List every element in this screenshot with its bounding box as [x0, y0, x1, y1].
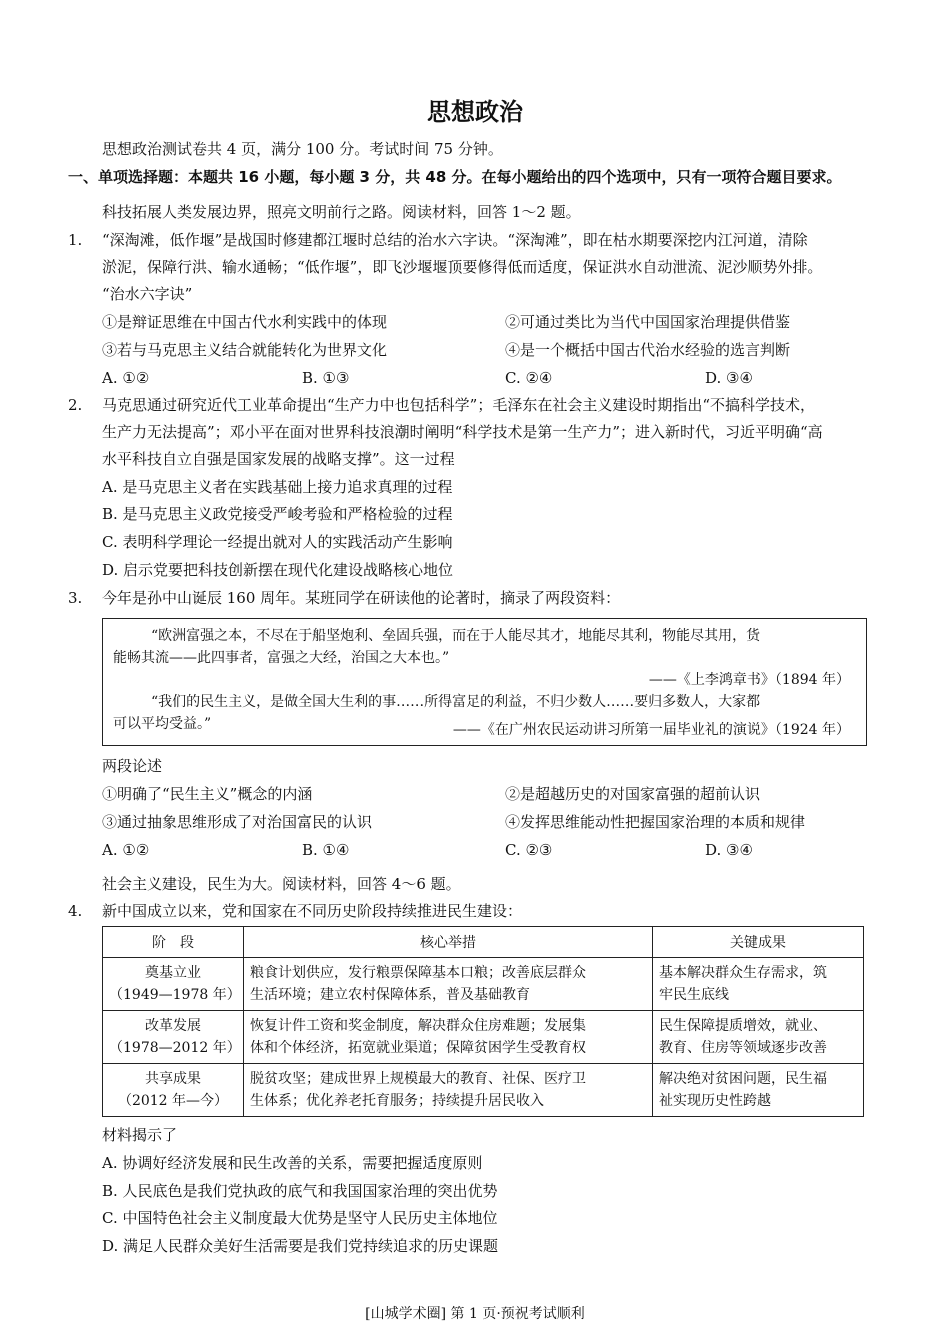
results-text: 祉实现历史性跨越 — [659, 1093, 771, 1109]
statement-1: ①是辩证思维在中国古代水利实践中的体现 — [102, 313, 388, 331]
results-text: 基本解决群众生存需求，筑 — [659, 965, 827, 981]
page-title: 思想政治 — [427, 98, 523, 126]
table-row — [103, 1011, 864, 1064]
results-cell — [653, 1064, 864, 1117]
stage-period: （1978—2012 年） — [109, 1040, 241, 1056]
statement-4: ④是一个概括中国古代治水经验的选言判断 — [505, 341, 791, 359]
stage-name: 共享成果 — [145, 1071, 201, 1087]
table-row — [103, 958, 864, 1011]
results-text: 解决绝对贫困问题，民生福 — [659, 1071, 827, 1087]
results-cell — [653, 1011, 864, 1064]
measures-text: 恢复计件工资和奖金制度，解决群众住房难题；发展集 — [250, 1018, 586, 1034]
option-c[interactable]: C. ②④ — [505, 369, 553, 387]
table-row — [103, 1064, 864, 1117]
table-header-row — [103, 927, 864, 958]
option-b[interactable]: B. ①③ — [302, 369, 350, 387]
stage-cell — [103, 1064, 244, 1117]
quote-box — [102, 618, 867, 746]
results-text: 教育、住房等领域逐步改善 — [659, 1040, 827, 1056]
measures-text: 体和个体经济，拓宽就业渠道；保障贫困学生受教育权 — [250, 1040, 586, 1056]
quote-text: 可以平均受益。” — [113, 716, 212, 732]
option-b[interactable]: B. 人民底色是我们党执政的底气和我国国家治理的突出优势 — [102, 1182, 498, 1200]
option-d[interactable]: D. 满足人民群众美好生活需要是我们党持续追求的历史课题 — [102, 1237, 499, 1255]
results-cell — [653, 958, 864, 1011]
measures-text: 粮食计划供应，发行粮票保障基本口粮；改善底层群众 — [250, 965, 586, 981]
question-stem: 水平科技自立自强是国家发展的战略支撑”。这一过程 — [102, 450, 455, 468]
question-stem: “深淘滩，低作堰”是战国时修建都江堰时总结的治水六字诀。“深淘滩”，即在枯水期要深挖内江河道，清除 — [102, 231, 808, 249]
option-a[interactable]: A. ①② — [102, 841, 150, 859]
statement-4: ④发挥思维能动性把握国家治理的本质和规律 — [505, 813, 806, 831]
quote-source: ——《上李鸿章书》（1894 年） — [648, 672, 850, 688]
question-stem: 今年是孙中山诞辰 160 周年。某班同学在研读他的论著时，摘录了两段资料： — [102, 589, 621, 607]
question-number: 2. — [68, 396, 83, 414]
option-b[interactable]: B. 是马克思主义政党接受严峻考验和严格检验的过程 — [102, 505, 453, 523]
statement-3: ③若与马克思主义结合就能转化为世界文化 — [102, 341, 388, 359]
measures-text: 生体系；优化养老托育服务；持续提升居民收入 — [250, 1093, 544, 1109]
group-intro-1: 科技拓展人类发展边界，照亮文明前行之路。阅读材料，回答 1～2 题。 — [102, 203, 581, 221]
quote-text: 能畅其流——此四事者，富强之大经，治国之大本也。” — [113, 650, 450, 666]
quote-source: ——《在广州农民运动讲习所第一届毕业礼的演说》（1924 年） — [452, 722, 850, 738]
option-a[interactable]: A. 是马克思主义者在实践基础上接力追求真理的过程 — [102, 478, 453, 496]
section-heading: 一、单项选择题：本题共 16 小题，每小题 3 分，共 48 分。在每小题给出的四个选项中，只有一项符合题目要求。 — [68, 168, 842, 186]
statement-1: ①明确了“民生主义”概念的内涵 — [102, 785, 313, 803]
results-text: 牢民生底线 — [659, 987, 729, 1003]
option-d[interactable]: D. ③④ — [705, 841, 753, 859]
table-header: 关键成果 — [653, 927, 864, 958]
question-lead: 材料揭示了 — [102, 1126, 178, 1144]
page-footer: [山城学术圈] 第 1 页·预祝考试顺利 — [365, 1306, 585, 1322]
option-c[interactable]: C. 中国特色社会主义制度最大优势是坚守人民历史主体地位 — [102, 1209, 498, 1227]
question-stem: “治水六字诀” — [102, 285, 193, 303]
results-text: 民生保障提质增效，就业、 — [659, 1018, 827, 1034]
stage-cell — [103, 1011, 244, 1064]
group-intro-2: 社会主义建设，民生为大。阅读材料，回答 4～6 题。 — [102, 875, 461, 893]
question-number: 4. — [68, 902, 83, 920]
question-lead: 两段论述 — [102, 757, 163, 775]
statement-3: ③通过抽象思维形成了对治国富民的认识 — [102, 813, 373, 831]
livelihood-table — [102, 926, 864, 1117]
statement-2: ②是超越历史的对国家富强的超前认识 — [505, 785, 761, 803]
table-header: 阶 段 — [103, 927, 244, 958]
exam-intro: 思想政治测试卷共 4 页，满分 100 分。考试时间 75 分钟。 — [102, 140, 503, 158]
option-c[interactable]: C. ②③ — [505, 841, 553, 859]
stage-cell — [103, 958, 244, 1011]
question-stem: 新中国成立以来，党和国家在不同历史阶段持续推进民生建设： — [102, 902, 523, 920]
measures-text: 脱贫攻坚；建成世界上规模最大的教育、社保、医疗卫 — [250, 1071, 586, 1087]
question-number: 3. — [68, 589, 83, 607]
option-a[interactable]: A. ①② — [102, 369, 150, 387]
stage-period: （2012 年—今） — [117, 1093, 229, 1109]
measures-cell — [244, 1011, 653, 1064]
question-stem: 生产力无法提高”；邓小平在面对世界科技浪潮时阐明“科学技术是第一生产力”；进入新时代，习近平明确“高 — [102, 423, 823, 441]
stage-name: 奠基立业 — [145, 965, 201, 981]
question-stem: 马克思通过研究近代工业革命提出“生产力中也包括科学”；毛泽东在社会主义建设时期指出“不搞科学技术， — [102, 396, 816, 414]
measures-text: 生活环境；建立农村保障体系，普及基础教育 — [250, 987, 530, 1003]
option-d[interactable]: D. 启示党要把科技创新摆在现代化建设战略核心地位 — [102, 561, 454, 579]
stage-name: 改革发展 — [145, 1018, 201, 1034]
option-c[interactable]: C. 表明科学理论一经提出就对人的实践活动产生影响 — [102, 533, 453, 551]
question-stem: 淤泥，保障行洪、输水通畅；“低作堰”，即飞沙堰堰顶要修得低而适度，保证洪水自动泄流、泥沙顺势外排。 — [102, 258, 823, 276]
option-a[interactable]: A. 协调好经济发展和民生改善的关系，需要把握适度原则 — [102, 1154, 483, 1172]
statement-2: ②可通过类比为当代中国国家治理提供借鉴 — [505, 313, 791, 331]
option-b[interactable]: B. ①④ — [302, 841, 350, 859]
quote-text: “欧洲富强之本，不尽在于船坚炮利、垒固兵强，而在于人能尽其才，地能尽其利，物能尽其用，货 — [151, 628, 761, 644]
table-header: 核心举措 — [244, 927, 653, 958]
quote-text: “我们的民生主义，是做全国大生利的事……所得富足的利益，不归少数人……要归多数人，大家都 — [151, 694, 761, 710]
measures-cell — [244, 1064, 653, 1117]
stage-period: （1949—1978 年） — [109, 987, 241, 1003]
question-number: 1. — [68, 231, 83, 249]
option-d[interactable]: D. ③④ — [705, 369, 753, 387]
measures-cell — [244, 958, 653, 1011]
